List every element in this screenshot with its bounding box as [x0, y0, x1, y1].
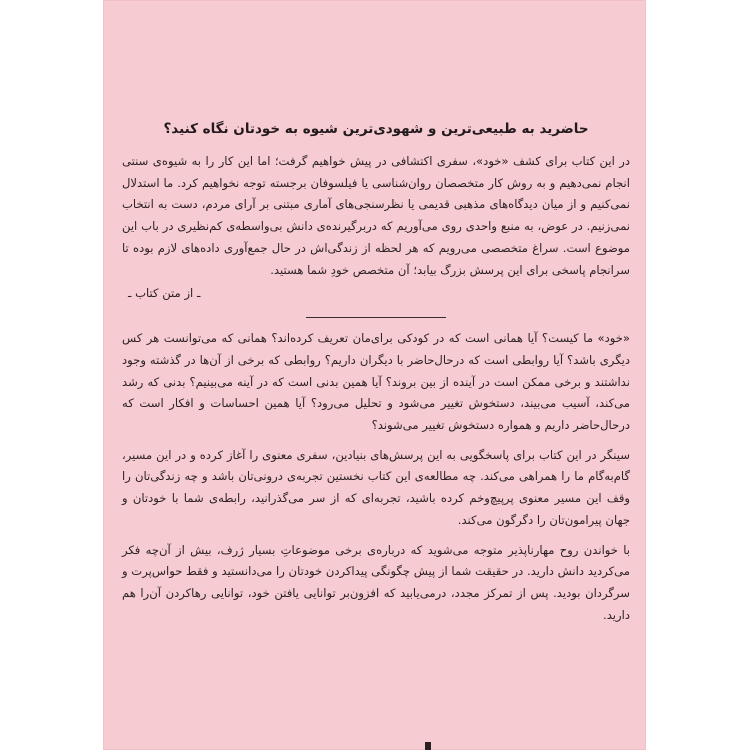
section-divider	[306, 317, 446, 318]
excerpt-attribution: ـ از متن کتاب ـ	[128, 286, 201, 301]
body-paragraph-1: «خود» ما کیست؟ آیا همانی است که در کودکی برای‌مان تعریف کرده‌اند؟ همانی که می‌توانست هر کس دیگری باشد؟ آیا روابطی است که درحال‌حاضر با دیگران داریم؟ روابطی که برخی از آن‌ها در گذشته وجود نداشتند و برخی ممکن است در آینده از بین بروند؟ آیا همین بدنی است که در آینه می‌بینیم؟ بدنی که رشد می‌کند، آسیب می‌بیند، دستخوش تغییر می‌شود و تحلیل می‌رود؟ آیا همین احساسات و افکار است که درحال‌حاضر داریم و همواره دستخوش تغییر می‌شوند؟	[122, 331, 630, 433]
excerpt-paragraph: در این کتاب برای کشف «خود»، سفری اکتشافی در پیش خواهیم گرفت؛ اما این کار را به شیوه‌ی سنتی انجام نمی‌دهیم و به روش کار متخصصان روان‌شناسی یا فیلسوفان برجسته توجه نخواهیم کرد. ما استدلال نمی‌کنیم و از میان دیدگاه‌های مذهبی قدیمی یا نظرسنجی‌های آماری مبتنی بر آرای مردم، دست به انتخاب نمی‌زنیم. در عوض، به منبع واحدی روی می‌آوریم که دربرگیرنده‌ی دانش بی‌واسطه‌ی کم‌نظیری در باب این موضوع است. سراغ متخصصی می‌رویم که هر لحظه از زندگی‌اش در حال جمع‌آوری داده‌های لازم بوده تا سرانجام پاسخی برای این پرسش بزرگ بیابد؛ آن متخصص خودِ شما هستید.	[122, 154, 630, 277]
back-cover-text	[122, 119, 630, 626]
body-paragraph-2: سینگر در این کتاب برای پاسخگویی به این پرسش‌های بنیادین، سفری معنوی را آغاز کرده و در این مسیر، گام‌به‌گام ما را همراهی می‌کند. چه مطالعه‌ی این کتاب نخستین تجربه‌ی درونی‌تان باشد و چه زندگی‌تان را وقف این مسیر معنوی پرپیچ‌وخم کرده باشید، تجربه‌ای که از سر می‌گذرانید، رابطه‌ی شما با خودتان و جهان پیرامون‌تان را دگرگون می‌کند.	[122, 447, 630, 527]
cover-heading: حاضرید به طبیعی‌ترین و شهودی‌ترین شیوه به خودتان نگاه کنید؟	[163, 121, 589, 137]
body-paragraph-3: با خواندن روح مهارناپذیر متوجه می‌شوید که درباره‌ی برخی موضوعاتِ بسیار ژرف، بیش از آن‌چه فکر می‌کردید دانش دارید. در حقیقت شما از پیش چگونگی پیداکردن خودتان را می‌دانستید و فقط حواس‌پرت و سرگردان بودید. پس از تمرکز مجدد، درمی‌یابید که افزون‌بر توانایی یافتن خود، توانایی رهاکردن آن‌را هم دارید.	[122, 542, 630, 622]
page-background-right	[646, 0, 750, 750]
cover-edge-mark	[425, 742, 431, 750]
page-background-left	[0, 0, 103, 750]
